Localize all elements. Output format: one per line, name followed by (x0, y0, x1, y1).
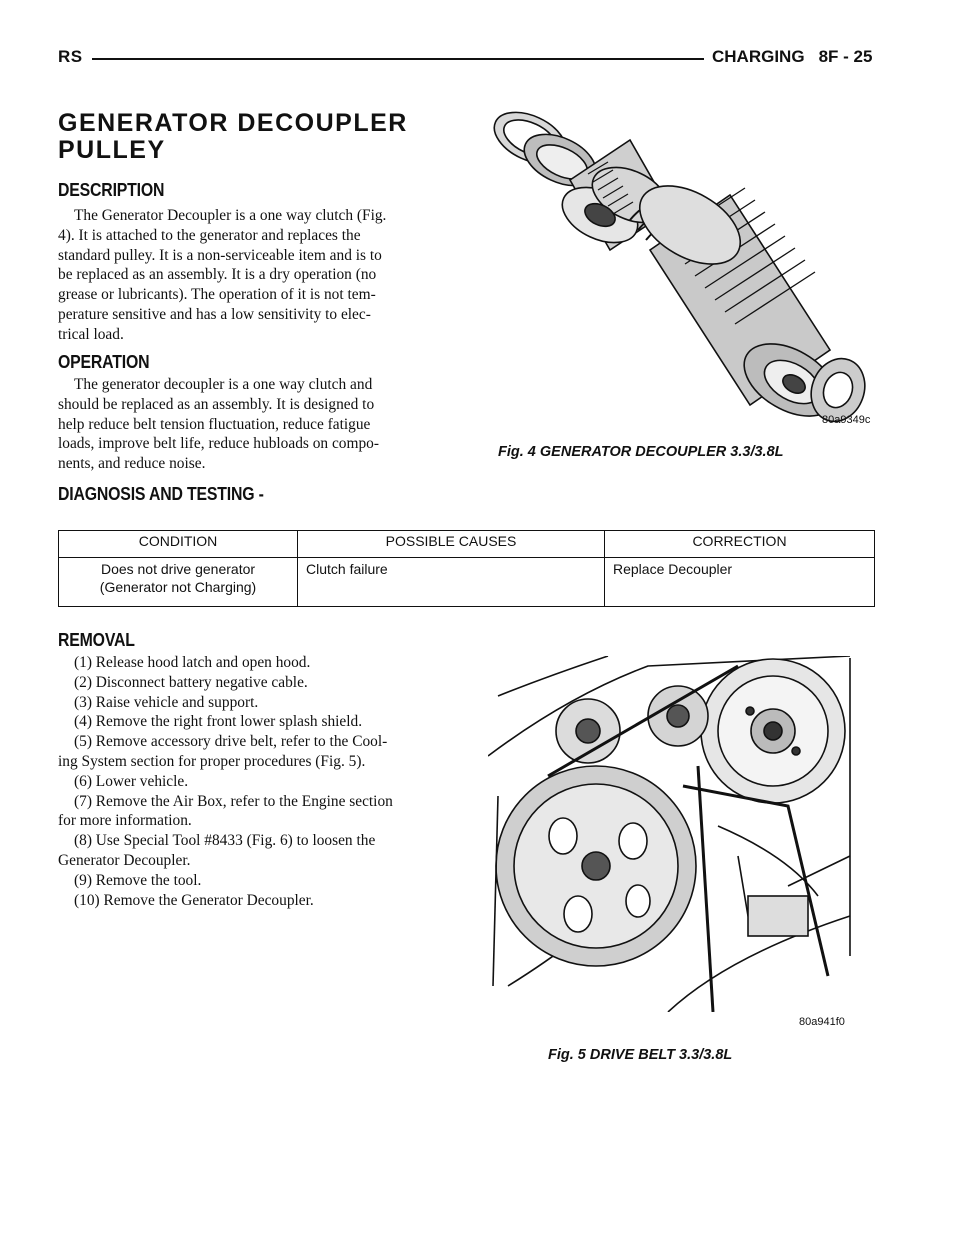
header-section-code: RS (58, 47, 83, 66)
figure4-caption: Fig. 4 GENERATOR DECOUPLER 3.3/3.8L (498, 444, 784, 460)
condition-line: Does not drive generator (100, 561, 256, 577)
description-line: The Generator Decoupler is a one way clutch (Fig. (74, 207, 387, 224)
removal-step: (9) Remove the tool. (74, 871, 202, 889)
header-right (712, 47, 872, 67)
removal-step: (7) Remove the Air Box, refer to the Engine section (74, 792, 393, 810)
figure4-code: 80a9349c (822, 414, 871, 426)
diagnosis-table (58, 530, 875, 607)
figure5-code: 80a941f0 (799, 1016, 845, 1028)
column-header-correction: CORRECTION (605, 531, 875, 558)
removal-step-cont: ing System section for proper procedures (Fig. 5). (58, 752, 366, 770)
removal-step: (6) Lower vehicle. (74, 772, 189, 790)
drive-belt-illustration (488, 656, 852, 1012)
description-line: grease or lubricants). The operation of it is not tem- (58, 286, 376, 304)
column-header-condition: CONDITION (59, 531, 298, 558)
condition-line: (Generator not Charging) (99, 579, 257, 595)
header-section-title: CHARGING (712, 47, 805, 66)
page-title: GENERATOR DECOUPLER PULLEY (58, 109, 408, 164)
operation-line: help reduce belt tension fluctuation, reduce fatigue (58, 415, 371, 433)
operation-line: should be replaced as an assembly. It is designed to (58, 395, 375, 413)
operation-line: nents, and reduce noise. (58, 455, 206, 473)
operation-line: The generator decoupler is a one way clutch and (74, 376, 373, 393)
diagnosis-heading: DIAGNOSIS AND TESTING - (58, 484, 264, 504)
description-line: trical load. (58, 325, 124, 343)
removal-step: (8) Use Special Tool #8433 (Fig. 6) to loosen the (74, 832, 376, 850)
cell-correction: Replace Decoupler (605, 558, 875, 607)
header-rule (92, 58, 704, 60)
operation-text (58, 375, 458, 474)
removal-heading: REMOVAL (58, 630, 135, 650)
removal-step: (2) Disconnect battery negative cable. (74, 673, 308, 691)
table-row (59, 558, 875, 607)
table-header-row (59, 531, 875, 558)
description-text (58, 206, 458, 345)
removal-step: (1) Release hood latch and open hood. (74, 654, 311, 671)
operation-heading: OPERATION (58, 352, 150, 372)
cell-condition (59, 558, 298, 607)
removal-step: (3) Raise vehicle and support. (74, 693, 259, 711)
removal-step-cont: for more information. (58, 812, 192, 830)
removal-step: (5) Remove accessory drive belt, refer to the Cool- (74, 733, 388, 751)
cell-cause: Clutch failure (298, 558, 605, 607)
removal-step: (10) Remove the Generator Decoupler. (74, 891, 314, 909)
description-line: 4). It is attached to the generator and replaces the (58, 226, 361, 244)
removal-steps (58, 653, 458, 910)
figure5-caption: Fig. 5 DRIVE BELT 3.3/3.8L (548, 1047, 733, 1063)
header-page-number: 8F - 25 (818, 47, 873, 66)
removal-step-cont: Generator Decoupler. (58, 851, 191, 869)
generator-decoupler-illustration (480, 100, 880, 430)
description-line: perature sensitive and has a low sensitivity to elec- (58, 305, 371, 323)
description-line: be replaced as an assembly. It is a dry operation (no (58, 266, 377, 284)
description-line: standard pulley. It is a non-serviceable item and is to (58, 246, 382, 264)
operation-line: loads, improve belt life, reduce hubloads on compo- (58, 435, 379, 453)
column-header-causes: POSSIBLE CAUSES (298, 531, 605, 558)
description-heading: DESCRIPTION (58, 180, 165, 200)
removal-step: (4) Remove the right front lower splash shield. (74, 713, 363, 731)
